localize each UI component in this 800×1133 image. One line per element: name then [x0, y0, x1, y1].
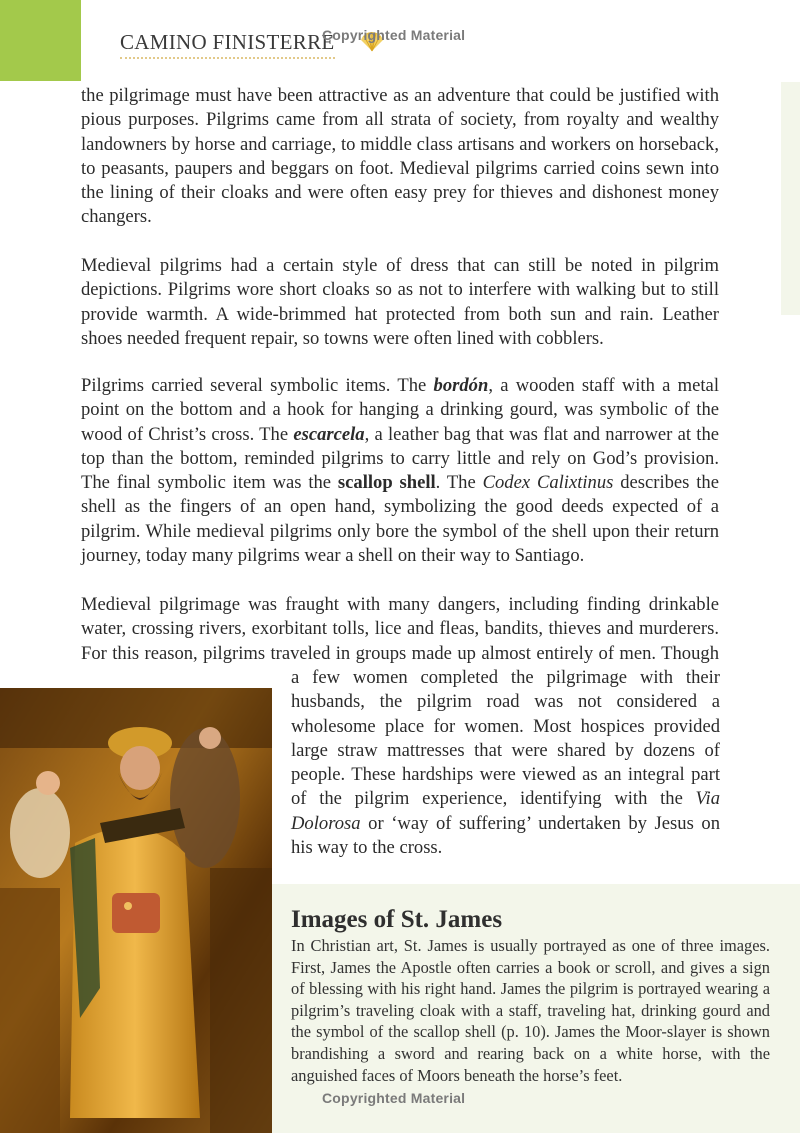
sidebar-text: In Christian art, St. James is usually portrayed as one of three images. First, James the Apostle often carries a book or scroll, and gives a sign of blessing with his right hand. James the pilgrim is portrayed wearing a pilgrim’s traveling cloak with a staff, traveling hat, drinking gourd and the symbol of the scallop shell (p. 10). James the Moor-slayer is shown brandishing a sword and rearing back on a white horse, with the anguished faces of Moors beneath the horse’s feet.: [291, 936, 770, 1085]
paragraph-text: Medieval pilgrimage was fraught with many dangers, including finding drinkable water, crossing rivers, exorbitant tolls, lice and fleas, bandits, thieves and murderers. For this reason, pilgrims traveled in groups made up almost entirely of men. Though: [81, 594, 719, 664]
paragraph-text: the pilgrimage must have been attractive as an adventure that could be justified with pious purposes. Pilgrims came from all strata of society, from royalty and wealthy landowners by horse and carriage, to middle class artisans and workers on horseback, to peasants, paupers and beggars on foot. Medieval pilgrims carried coins sewn into the lining of their cloaks and were often easy prey for thieves and dishonest money changers.: [81, 85, 719, 228]
paragraph-pilgrim-society: [81, 84, 719, 230]
running-head: CAMINO FINISTERRE: [120, 30, 335, 59]
text-run: . The: [435, 472, 483, 494]
term-escarcela: escarcela: [293, 423, 365, 445]
text-run: , a leather bag that was flat and narrower at the top than the bottom, reminded pilgrims to carry little and rely on God’s provision. The final symbolic item was the: [81, 423, 719, 494]
chapter-color-block: [0, 0, 81, 81]
title-codex-calixtinus: Codex Calixtinus: [482, 472, 614, 494]
title-via-dolorosa: Via Dolorosa: [291, 788, 720, 834]
paragraph-pilgrim-dress: [81, 254, 719, 351]
paragraph-dangers-intro: [81, 593, 719, 666]
paragraph-text: Medieval pilgrims had a certain style of dress that can still be noted in pilgrim depictions. Pilgrims wore short cloaks so as not to interfere with walking but to still provide warmth. A wide-brimmed hat protected from both sun and rain. Leather shoes needed frequent repair, so towns were often lined with cobblers.: [81, 255, 719, 349]
page-edge-tab: [781, 82, 800, 315]
photo-illustration: [0, 688, 272, 1133]
text-run: a few women completed the pilgrimage with their husbands, the pilgrim road was not considered a wholesome place for women. Most hospices provided large straw mattresses that were shared by dozens of people. These hardships were viewed as an integral part of the pilgrim experience, identifying with the: [291, 667, 720, 810]
text-run: Pilgrims carried several symbolic items. The: [81, 375, 434, 396]
sidebar-title: Images of St. James: [291, 906, 503, 933]
paragraph-symbolic-items: [81, 374, 719, 568]
st-james-statue-photo: [0, 688, 272, 1133]
text-run: , a wooden staff with a metal point on the bottom and a hook for hanging a drinking gourd, was symbolic of the wood of Christ’s cross. The: [81, 375, 719, 445]
paragraph-dangers-continued: [291, 666, 720, 860]
copyright-watermark-top: Copyrighted Material: [322, 27, 466, 43]
term-bordon: bordón: [433, 375, 489, 396]
text-run: describes the shell as the fingers of an open hand, symbolizing the good deeds expected of a pilgrim. While medieval pilgrims only bore the symbol of the shell upon their return journey, today many pilgrims wear a shell on their way to Santiago.: [81, 472, 719, 567]
copyright-watermark-bottom: Copyrighted Material: [322, 1090, 466, 1106]
term-scallop-shell: scallop shell: [337, 472, 436, 494]
text-run: or ‘way of suffering’ undertaken by Jesus on his way to the cross.: [291, 812, 720, 859]
